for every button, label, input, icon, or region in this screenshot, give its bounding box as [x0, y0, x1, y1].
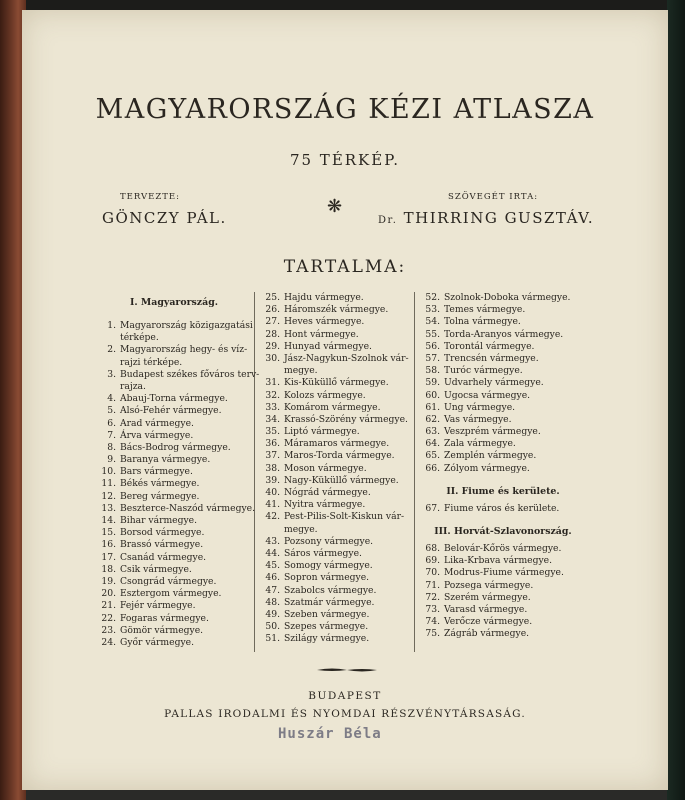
entry-number: 46. [265, 572, 280, 584]
entry-title: Modrus-Fiume vármegye. [444, 567, 564, 579]
entry-number: 62. [425, 413, 440, 425]
entry-title: Máramaros vármegye. [284, 438, 390, 450]
entry-title: Bereg vármegye. [120, 490, 200, 502]
contents-entry [418, 402, 588, 414]
entry-title: Brassó vármegye. [120, 539, 204, 551]
entry-number: 71. [425, 579, 440, 591]
contents-section-heading: III. Horvát-Szlavonország. [434, 526, 572, 537]
entry-number: 53. [425, 304, 440, 316]
contents-entry [94, 478, 254, 490]
contents-entry [258, 450, 418, 462]
entry-number: 69. [425, 555, 440, 567]
entry-title: Borsod vármegye. [120, 527, 205, 539]
entry-title: Temes vármegye. [444, 304, 526, 316]
entry-title: Bars vármegye. [120, 466, 193, 478]
entry-title: Fiume város és kerülete. [444, 502, 560, 514]
entry-number: 13. [101, 502, 116, 514]
contents-entry [418, 604, 588, 616]
entry-title: Pozsega vármegye. [444, 579, 534, 591]
contents-entry [418, 592, 588, 604]
entry-title: Szatmár vármegye. [284, 596, 375, 608]
entry-title: Ugocsa vármegye. [444, 389, 531, 401]
contents-entry [418, 463, 588, 475]
title-page [22, 10, 668, 790]
entry-number: 36. [265, 438, 280, 450]
entry-number: 58. [425, 365, 440, 377]
entry-number: 9. [107, 454, 116, 466]
contents-entry [418, 567, 588, 579]
entry-title: Moson vármegye. [284, 462, 367, 474]
entry-number: 44. [265, 547, 280, 559]
entry-title: Budapest székes főváros terv- [120, 368, 260, 380]
entry-title: Kis-Küküllő vármegye. [284, 377, 389, 389]
contents-entry [94, 552, 254, 564]
contents-entry [94, 576, 254, 588]
publication-city: BUDAPEST [308, 690, 382, 702]
entry-number: 68. [425, 543, 440, 554]
contents-entry [258, 548, 418, 560]
entry-title: Vas vármegye. [444, 413, 512, 425]
entry-title: Győr vármegye. [120, 636, 195, 648]
entry-title: Magyarország közigazgatási [120, 320, 253, 331]
contents-section-heading: I. Magyarország. [129, 297, 219, 308]
entry-number: 12. [101, 490, 116, 502]
entry-title: megye. [284, 523, 318, 535]
entry-title: Nagy-Küküllő vármegye. [284, 474, 399, 486]
entry-title: Hajdu vármegye. [284, 292, 364, 303]
entry-number: 30. [265, 352, 280, 364]
entry-title: Belovár-Kőrös vármegye. [444, 543, 562, 554]
entry-number: 51. [265, 633, 280, 645]
entry-title: Bács-Bodrog vármegye. [120, 441, 231, 453]
contents-entry [94, 466, 254, 478]
entry-number: 38. [265, 462, 280, 474]
entry-number: 52. [425, 292, 440, 303]
contents-column-2 [258, 292, 418, 645]
entry-title: Torda-Aranyos vármegye. [444, 328, 564, 340]
entry-number: 40. [265, 487, 280, 498]
entry-number: 70. [425, 567, 440, 579]
entry-title: Sáros vármegye. [284, 547, 362, 559]
entry-title: Trencsén vármegye. [444, 352, 539, 364]
entry-title: Maros-Torda vármegye. [284, 450, 395, 462]
entry-number: 26. [265, 304, 280, 316]
contents-entry [258, 365, 418, 377]
entry-title: Komárom vármegye. [284, 401, 381, 413]
entry-title: Szerém vármegye. [444, 591, 531, 603]
entry-title: Nógrád vármegye. [284, 487, 371, 498]
entry-number: 10. [101, 466, 116, 478]
contents-entry [418, 377, 588, 389]
contents-entry [258, 341, 418, 353]
contents-entry [418, 450, 588, 462]
entry-number: 5. [107, 405, 116, 417]
entry-title: Baranya vármegye. [120, 454, 211, 466]
page-title: MAGYARORSZÁG KÉZI ATLASZA [95, 94, 595, 125]
entry-title: Abauj-Torna vármegye. [120, 393, 228, 405]
contents-entry [258, 572, 418, 584]
contents-entry [94, 588, 254, 600]
contents-entry [418, 353, 588, 365]
author-surname: THIRRING GUSZTÁV. [403, 209, 595, 227]
entry-number: 72. [425, 591, 440, 603]
entry-title: Jász-Nagykun-Szolnok vár- [284, 352, 409, 364]
entry-title: Csanád vármegye. [120, 551, 207, 563]
entry-title: Zólyom vármegye. [444, 462, 530, 474]
contents-entry [94, 357, 254, 369]
entry-title: Arad vármegye. [120, 417, 194, 429]
designer-name: GÖNCZY PÁL. [102, 209, 227, 227]
entry-title: rajzi térképe. [120, 356, 183, 368]
entry-title: Szolnok-Doboka vármegye. [444, 292, 571, 303]
entry-number: 2. [107, 344, 116, 356]
entry-number: 33. [265, 401, 280, 413]
entry-number: 47. [265, 584, 280, 596]
entry-title: Hunyad vármegye. [284, 340, 372, 352]
contents-entry [418, 390, 588, 402]
entry-number: 35. [265, 426, 280, 438]
entry-title: Ung vármegye. [444, 401, 516, 413]
entry-number: 59. [425, 377, 440, 389]
entry-title: Liptó vármegye. [284, 426, 360, 438]
contents-entry [94, 405, 254, 417]
contents-entry [258, 390, 418, 402]
entry-title: Csongrád vármegye. [120, 575, 217, 587]
entry-title: Gömör vármegye. [120, 624, 204, 636]
entry-number: 39. [265, 474, 280, 486]
contents-entry [94, 491, 254, 503]
entry-number: 29. [265, 340, 280, 352]
entry-number: 64. [425, 438, 440, 450]
contents-entry [418, 329, 588, 341]
contents-entry [258, 609, 418, 621]
entry-number: 74. [425, 616, 440, 628]
entry-number: 73. [425, 603, 440, 615]
entry-title: Szilágy vármegye. [284, 633, 370, 645]
entry-title: Szabolcs vármegye. [284, 584, 377, 596]
contents-heading: TARTALMA: [283, 257, 407, 277]
entry-number: 55. [425, 328, 440, 340]
entry-number: 15. [101, 527, 116, 539]
entry-number: 54. [425, 316, 440, 328]
entry-number: 23. [101, 624, 116, 636]
entry-number: 37. [265, 450, 280, 462]
contents-entry [258, 511, 418, 523]
contents-entry [94, 320, 254, 332]
entry-title: Esztergom vármegye. [120, 588, 222, 600]
entry-number: 24. [101, 636, 116, 648]
page-subtitle: 75 TÉRKÉP. [289, 151, 401, 169]
contents-entry [94, 442, 254, 454]
entry-title: Fogaras vármegye. [120, 612, 209, 624]
contents-entry [258, 621, 418, 633]
contents-entry [94, 527, 254, 539]
entry-title: Krassó-Szörény vármegye. [284, 413, 408, 425]
contents-entry [418, 365, 588, 377]
publisher-name: PALLAS IRODALMI ÉS NYOMDAI RÉSZVÉNYTÁRSASÁG. [164, 708, 526, 720]
entry-number: 65. [425, 450, 440, 462]
contents-entry [258, 499, 418, 511]
author-label: SZÖVEGÉT IRTA: [448, 192, 539, 202]
entry-title: Verőcze vármegye. [444, 616, 533, 628]
entry-title: Békés vármegye. [120, 478, 200, 490]
entry-number: 48. [265, 596, 280, 608]
contents-entry [418, 616, 588, 628]
entry-number: 31. [265, 377, 280, 389]
author-prefix: Dr. [378, 215, 398, 226]
contents-entry [418, 341, 588, 353]
entry-title: Heves vármegye. [284, 316, 365, 328]
contents-entry [418, 304, 588, 316]
contents-entry [258, 377, 418, 389]
column-divider [254, 292, 255, 652]
asterism-ornament: ❋ [327, 196, 343, 217]
contents-entry [418, 580, 588, 592]
entry-number: 42. [265, 511, 280, 523]
contents-column-1 [94, 292, 260, 649]
entry-number: 17. [101, 551, 116, 563]
entry-title: Csik vármegye. [120, 563, 192, 575]
contents-entry [418, 438, 588, 450]
author-name [378, 209, 594, 227]
contents-entry [94, 625, 254, 637]
entry-number: 43. [265, 535, 280, 547]
contents-entry [418, 543, 588, 555]
contents-entry [94, 430, 254, 442]
book-cover-right [667, 0, 685, 800]
designer-label: TERVEZTE: [120, 192, 180, 202]
contents-entry [418, 292, 588, 304]
entry-title: Zemplén vármegye. [444, 450, 537, 462]
contents-entry [258, 304, 418, 316]
entry-number: 16. [101, 539, 116, 551]
owner-stamp: Huszár Béla [278, 726, 382, 742]
entry-title: Magyarország hegy- és víz- [120, 344, 248, 356]
entry-title: Beszterce-Naszód vármegye. [120, 502, 255, 514]
contents-entry [258, 329, 418, 341]
contents-entry [258, 438, 418, 450]
divider-ornament [317, 667, 377, 673]
entry-title: Nyitra vármegye. [284, 499, 366, 511]
contents-entry [94, 381, 254, 393]
contents-entry [94, 503, 254, 515]
contents-entry [258, 597, 418, 609]
entry-title: Szepes vármegye. [284, 621, 369, 633]
contents-entry [94, 418, 254, 430]
entry-number: 45. [265, 560, 280, 572]
entry-number: 56. [425, 340, 440, 352]
entry-title: Pozsony vármegye. [284, 535, 374, 547]
entry-number: 75. [425, 628, 440, 640]
contents-section-heading: II. Fiume és kerülete. [446, 485, 560, 497]
entry-title: megye. [284, 365, 318, 377]
entry-title: Udvarhely vármegye. [444, 377, 544, 389]
contents-entry [258, 316, 418, 328]
entry-number: 50. [265, 621, 280, 633]
entry-number: 60. [425, 389, 440, 401]
contents-entry [258, 487, 418, 499]
entry-title: Hont vármegye. [284, 328, 359, 340]
contents-entry [258, 536, 418, 548]
contents-entry [94, 344, 254, 356]
contents-entry [94, 564, 254, 576]
entry-title: Háromszék vármegye. [284, 304, 389, 316]
entry-title: Sopron vármegye. [284, 572, 370, 584]
contents-entry [94, 332, 254, 344]
entry-number: 32. [265, 389, 280, 401]
entry-number: 4. [107, 393, 116, 405]
entry-number: 63. [425, 426, 440, 438]
contents-entry [258, 633, 418, 645]
entry-title: Zágráb vármegye. [444, 628, 530, 640]
contents-entry [418, 555, 588, 567]
contents-entry [258, 414, 418, 426]
contents-column-3 [418, 292, 588, 641]
entry-title: rajza. [120, 380, 146, 392]
entry-number: 34. [265, 413, 280, 425]
entry-title: Kolozs vármegye. [284, 389, 366, 401]
contents-entry [258, 560, 418, 572]
entry-title: Zala vármegye. [444, 438, 516, 450]
entry-number: 67. [425, 502, 440, 514]
entry-title: Turóc vármegye. [444, 365, 523, 377]
contents-entry [258, 402, 418, 414]
entry-number: 49. [265, 608, 280, 620]
contents-entry [94, 539, 254, 551]
entry-number: 14. [101, 515, 116, 526]
entry-title: Bihar vármegye. [120, 515, 198, 526]
contents-entry [258, 475, 418, 487]
contents-entry [94, 637, 254, 649]
entry-title: Torontál vármegye. [444, 340, 535, 352]
contents-entry [94, 613, 254, 625]
entry-number: 61. [425, 401, 440, 413]
entry-number: 19. [101, 575, 116, 587]
entry-number: 18. [101, 563, 116, 575]
entry-number: 20. [101, 588, 116, 600]
entry-title: Pest-Pilis-Solt-Kiskun vár- [284, 511, 405, 523]
entry-number: 66. [425, 462, 440, 474]
entry-title: Szeben vármegye. [284, 608, 370, 620]
contents-entry [94, 393, 254, 405]
contents-entry [258, 426, 418, 438]
contents-entry [418, 316, 588, 328]
entry-title: Lika-Krbava vármegye. [444, 555, 553, 567]
contents-entry [418, 628, 588, 640]
contents-entry [418, 414, 588, 426]
entry-number: 21. [101, 600, 116, 612]
contents-entry [418, 426, 588, 438]
entry-title: Fejér vármegye. [120, 600, 196, 612]
contents-entry [94, 515, 254, 527]
contents-entry [258, 585, 418, 597]
contents-entry [94, 454, 254, 466]
entry-title: Alsó-Fehér vármegye. [120, 405, 222, 417]
contents-entry [418, 503, 588, 515]
entry-number: 28. [265, 328, 280, 340]
entry-number: 27. [265, 316, 280, 328]
entry-title: Varasd vármegye. [444, 603, 528, 615]
contents-entry [258, 463, 418, 475]
entry-title: térképe. [120, 332, 159, 344]
entry-number: 11. [101, 478, 116, 490]
entry-title: Árva vármegye. [120, 429, 194, 441]
entry-number: 57. [425, 352, 440, 364]
contents-entry [258, 292, 418, 304]
entry-number: 3. [107, 368, 116, 380]
entry-number: 41. [265, 499, 280, 511]
contents-entry [94, 600, 254, 612]
contents-entry [258, 524, 418, 536]
entry-number: 22. [101, 612, 116, 624]
entry-number: 25. [265, 292, 280, 303]
contents-entry [258, 353, 418, 365]
entry-title: Veszprém vármegye. [444, 426, 541, 438]
entry-title: Somogy vármegye. [284, 560, 373, 572]
entry-number: 7. [107, 429, 116, 441]
entry-number: 8. [107, 441, 116, 453]
entry-number: 1. [107, 320, 116, 331]
entry-title: Tolna vármegye. [444, 316, 521, 328]
entry-number: 6. [107, 417, 116, 429]
contents-entry [94, 368, 260, 381]
